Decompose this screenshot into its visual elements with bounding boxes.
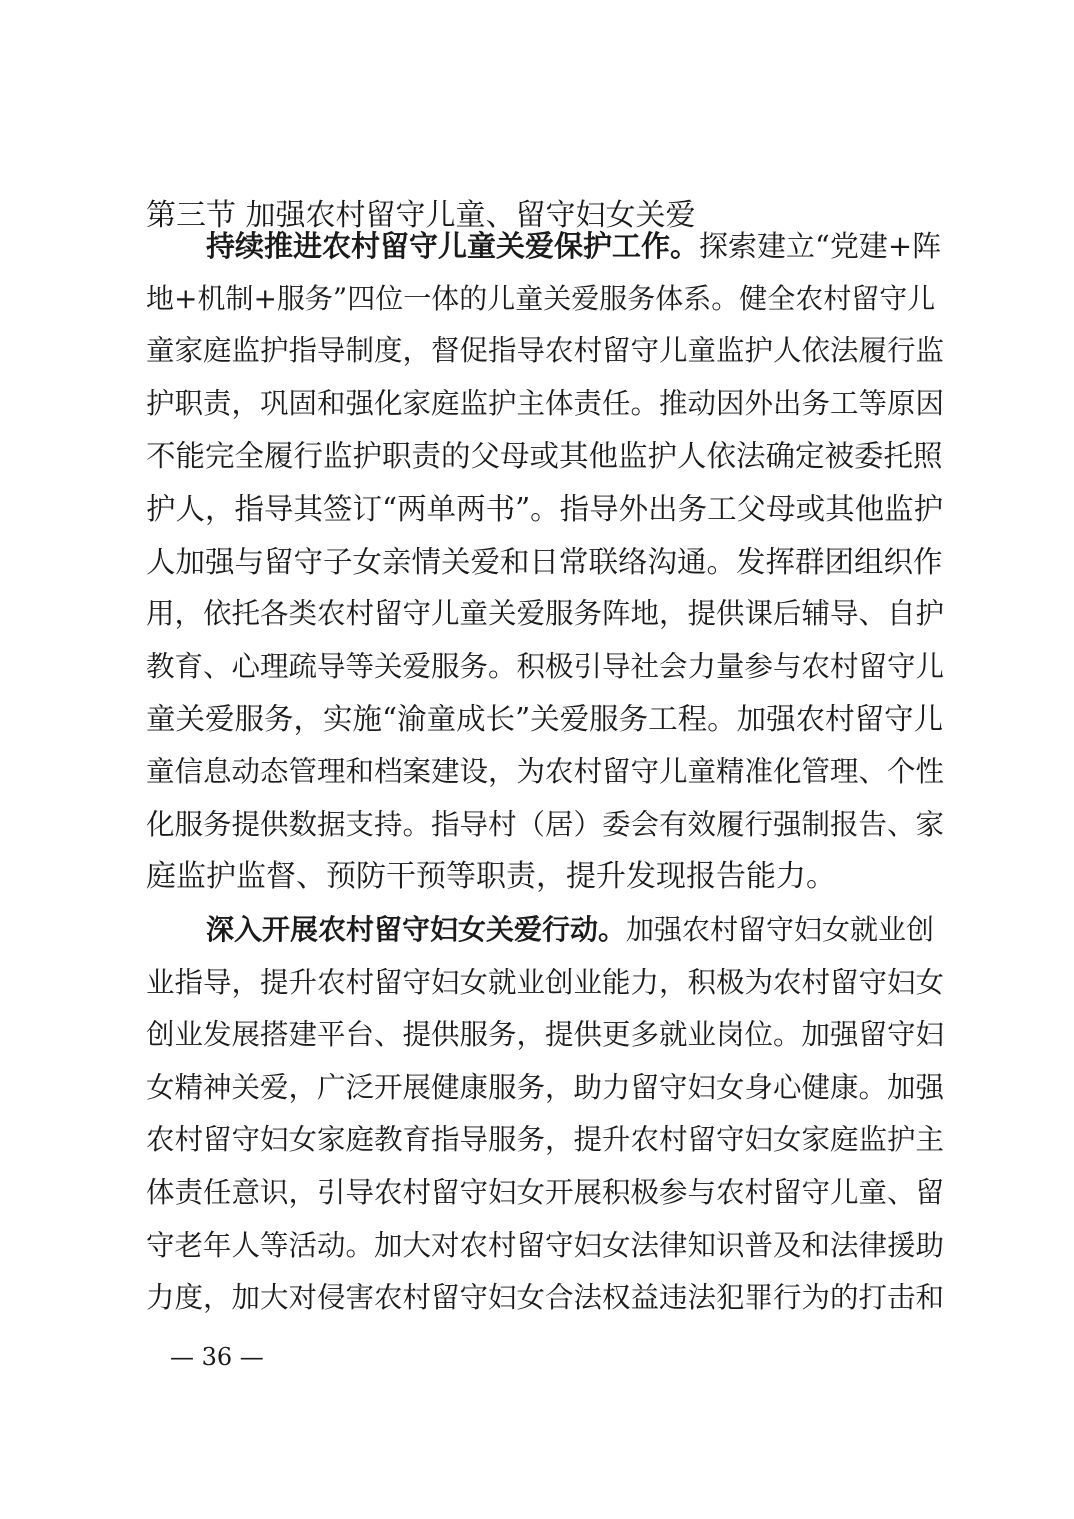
paragraph-line: 守老年人等活动。加大对农村留守妇女法律知识普及和法律援助 — [146, 1228, 945, 1262]
paragraph-lead: 深入开展农村留守妇女关爱行动。 — [206, 913, 627, 946]
paragraph-lead: 持续推进农村留守儿童关爱保护工作。 — [206, 229, 700, 263]
paragraph-text: 探索建立“党建+阵 — [699, 229, 942, 263]
paragraph-line: 童关爱服务，实施“渝童成长”关爱服务工程。加强农村留守儿 — [146, 702, 944, 737]
paragraph-line: 庭监护监督、预防干预等职责，提升发现报告能力。 — [146, 859, 836, 895]
paragraph-text: 加强农村留守妇女就业创 — [626, 913, 935, 946]
paragraph-women-care — [146, 904, 946, 1325]
page-number: — 36 — — [170, 1343, 264, 1371]
paragraph-line: 不能完全履行监护职责的父母或其他监护人依法确定被委托照 — [146, 439, 943, 474]
paragraph-line: 农村留守妇女家庭教育指导服务，提升农村留守妇女家庭监护主 — [146, 1123, 945, 1157]
paragraph-line: 教育、心理疏导等关爱服务。积极引导社会力量参与农村留守儿 — [146, 649, 945, 683]
paragraph-line: 童信息动态管理和档案建设，为农村留守儿童精准化管理、个性 — [146, 754, 945, 788]
paragraph-line: 创业发展搭建平台、提供服务，提供更多就业岗位。加强留守妇 — [146, 1018, 945, 1052]
paragraph-line: 业指导，提升农村留守妇女就业创业能力，积极为农村留守妇女 — [146, 965, 945, 999]
paragraph-line — [146, 220, 946, 273]
paragraph-line: 地+机制+服务”四位一体的儿童关爱服务体系。健全农村留守儿 — [146, 281, 936, 315]
paragraph-line: 化服务提供数据支持。指导村（居）委会有效履行强制报告、家 — [146, 807, 945, 841]
paragraph-line — [146, 904, 946, 957]
paragraph-children-care — [146, 220, 946, 904]
paragraph-line: 力度，加大对侵害农村留守妇女合法权益违法犯罪行为的打击和 — [146, 1281, 945, 1315]
paragraph-line: 护职责，巩固和强化家庭监护主体责任。推动因外出务工等原因 — [146, 386, 945, 420]
paragraph-line: 用，依托各类农村留守儿童关爱服务阵地，提供课后辅导、自护 — [146, 597, 945, 631]
section-heading: 第三节 加强农村留守儿童、留守妇女关爱 — [146, 198, 696, 233]
paragraph-line: 女精神关爱，广泛开展健康服务，助力留守妇女身心健康。加强 — [146, 1070, 945, 1104]
paragraph-line: 体责任意识，引导农村留守妇女开展积极参与农村留守儿童、留 — [146, 1175, 945, 1209]
paragraph-line: 人加强与留守子女亲情关爱和日常联络沟通。发挥群团组织作 — [146, 544, 943, 579]
paragraph-line: 童家庭监护指导制度，督促指导农村留守儿童监护人依法履行监 — [146, 334, 945, 368]
paragraph-line: 护人，指导其签订“两单两书”。指导外出务工父母或其他监护 — [146, 491, 944, 526]
